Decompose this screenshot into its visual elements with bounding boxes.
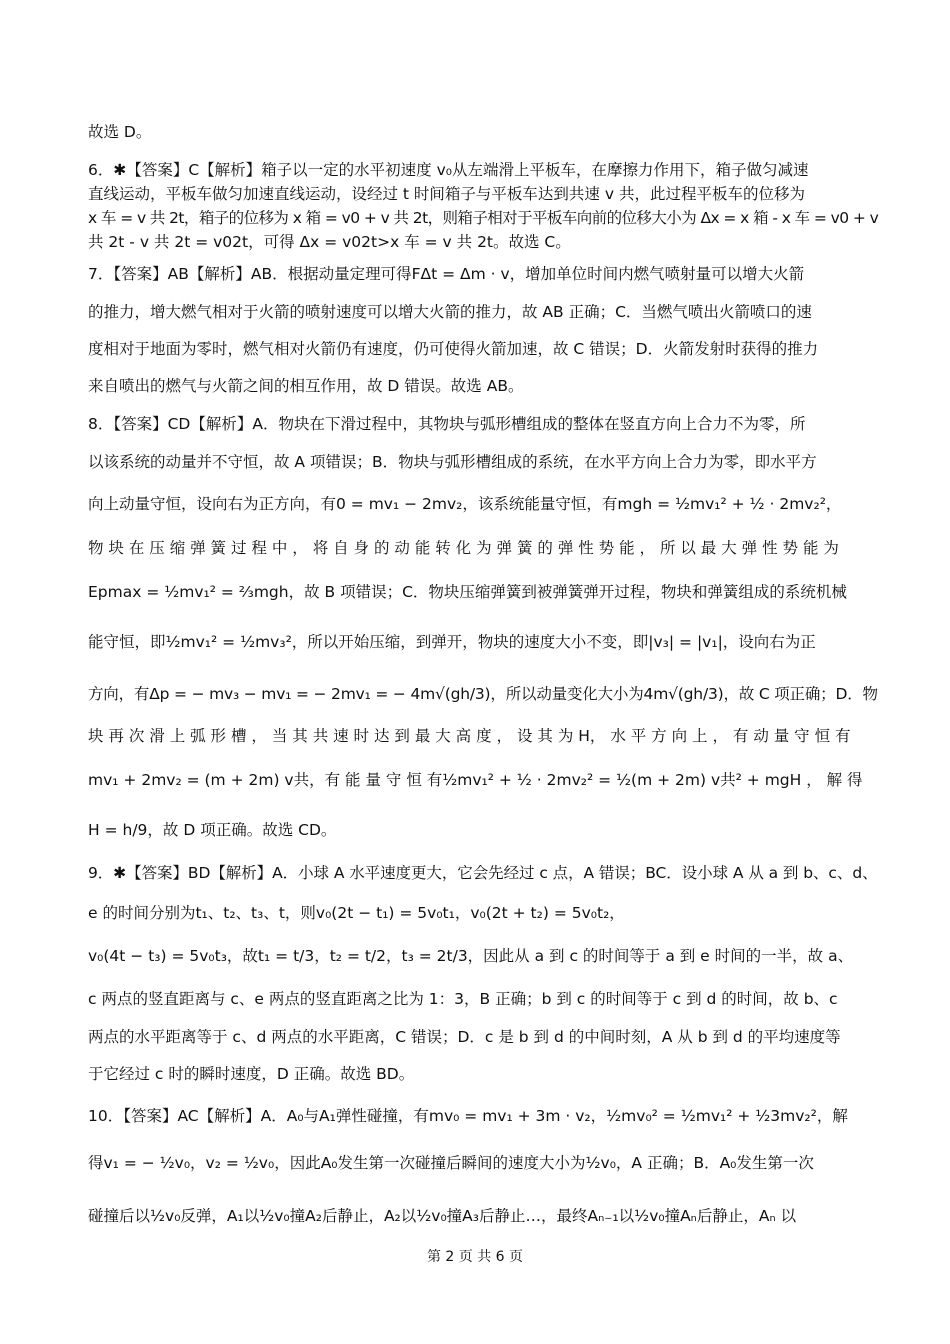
text-line: 向上动量守恒，设向右为正方向，有0 = mv₁ − 2mv₂，该系统能量守恒，有mgh = ½mv₁² + ½ · 2mv₂²，	[88, 495, 842, 513]
text-line: 以该系统的动量并不守恒，故 A 项错误；B．物块与弧形槽组成的系统，在水平方向上合力为零，即水平方	[88, 453, 817, 471]
text-line: 物 块 在 压 缩 弹 簧 过 程 中 ， 将 自 身 的 动 能 转 化 为 弹 簧 的 弹 性 势 能 ， 所 以 最 大 弹 性 势 能 为	[88, 539, 839, 557]
text-line: 的推力，增大燃气相对于火箭的喷射速度可以增大火箭的推力，故 AB 正确；C．当燃气喷出火箭喷口的速	[88, 303, 812, 321]
text-line: 两点的水平距离等于 c、d 两点的水平距离，C 错误；D．c 是 b 到 d 的中间时刻，A 从 b 到 d 的平均速度等	[88, 1028, 841, 1046]
text-line: 方向，有Δp = − mv₃ − mv₁ = − 2mv₁ = − 4m√(gh/3)，所以动量变化大小为4m√(gh/3)，故 C 项正确；D．物	[88, 685, 878, 703]
text-line: 于它经过 c 时的瞬时速度，D 正确。故选 BD。	[88, 1065, 415, 1083]
text-line: c 两点的竖直距离与 c、e 两点的竖直距离之比为 1：3，B 正确；b 到 c 的时间等于 c 到 d 的时间，故 b、c	[88, 990, 838, 1008]
text-line: e 的时间分别为t₁、t₂、t₃、t，则v₀(2t − t₁) = 5v₀t₁，v₀(2t + t₂) = 5v₀t₂，	[88, 904, 625, 922]
text-line: 度相对于地面为零时，燃气相对火箭仍有速度，仍可使得火箭加速，故 C 错误；D．火箭发射时获得的推力	[88, 340, 819, 358]
text-line: 故选 D。	[88, 123, 152, 141]
page-footer: 第 2 页 共 6 页	[426, 1249, 524, 1265]
text-line: Epmax = ½mv₁² = ⅔mgh，故 B 项错误；C．物块压缩弹簧到被弹簧弹开过程，物块和弹簧组成的系统机械	[88, 583, 847, 601]
text-line: 碰撞后以½v₀反弹，A₁以½v₀撞A₂后静止，A₂以½v₀撞A₃后静止…，最终Aₙ₋₁以½v₀撞Aₙ后静止，Aₙ 以	[88, 1207, 797, 1225]
text-line: H = h/9，故 D 项正确。故选 CD。	[88, 821, 337, 839]
text-line: 来自喷出的燃气与火箭之间的相互作用，故 D 错误。故选 AB。	[88, 377, 524, 395]
text-line: 7．【答案】AB【解析】AB．根据动量定理可得FΔt = Δm · v，增加单位时间内燃气喷射量可以增大火箭	[88, 265, 805, 283]
text-line: 6．✱【答案】C【解析】箱子以一定的水平初速度 v₀从左端滑上平板车，在摩擦力作用下，箱子做匀减速	[88, 161, 809, 179]
text-line: x 车 = v 共 2t，箱子的位移为 x 箱 = v0 + v 共 2t，则箱子相对于平板车向前的位移大小为 Δx = x 箱 - x 车 = v0 + v	[88, 209, 879, 227]
text-line: 直线运动，平板车做匀加速直线运动，设经过 t 时间箱子与平板车达到共速 v 共，此过程平板车的位移为	[88, 185, 805, 203]
text-line: v₀(4t − t₃) = 5v₀t₃，故t₁ = t/3，t₂ = t/2，t₃ = 2t/3，因此从 a 到 c 的时间等于 a 到 e 时间的一半，故 a、	[88, 947, 854, 965]
text-line: 得v₁ = − ½v₀，v₂ = ½v₀，因此A₀发生第一次碰撞后瞬间的速度大小为½v₀，A 正确；B．A₀发生第一次	[88, 1154, 814, 1172]
text-line: 8．【答案】CD【解析】A．物块在下滑过程中，其物块与弧形槽组成的整体在竖直方向上合力不为零，所	[88, 415, 806, 433]
text-line: 能守恒，即½mv₁² = ½mv₃²，所以开始压缩，到弹开，物块的速度大小不变，即|v₃| = |v₁|，设向右为正	[88, 633, 816, 651]
text-line: mv₁ + 2mv₂ = (m + 2m) v共，有 能 量 守 恒 有½mv₁² + ½ · 2mv₂² = ½(m + 2m) v共² + mgH ， 解 得	[88, 771, 863, 789]
text-line: 块 再 次 滑 上 弧 形 槽 ， 当 其 共 速 时 达 到 最 大 高 度 ， 设 其 为 H， 水 平 方 向 上 ， 有 动 量 守 恒 有	[88, 727, 851, 745]
text-line: 9．✱【答案】BD【解析】A．小球 A 水平速度更大，它会先经过 c 点，A 错误；BC．设小球 A 从 a 到 b、c、d、	[88, 864, 878, 882]
text-line: 共 2t - v 共 2t = v02t，可得 Δx = v02t>x 车 = v 共 2t。故选 C。	[88, 233, 571, 251]
text-line: 10．【答案】AC【解析】A．A₀与A₁弹性碰撞，有mv₀ = mv₁ + 3m · v₂，½mv₀² = ½mv₁² + ½3mv₂²，解	[88, 1107, 848, 1125]
